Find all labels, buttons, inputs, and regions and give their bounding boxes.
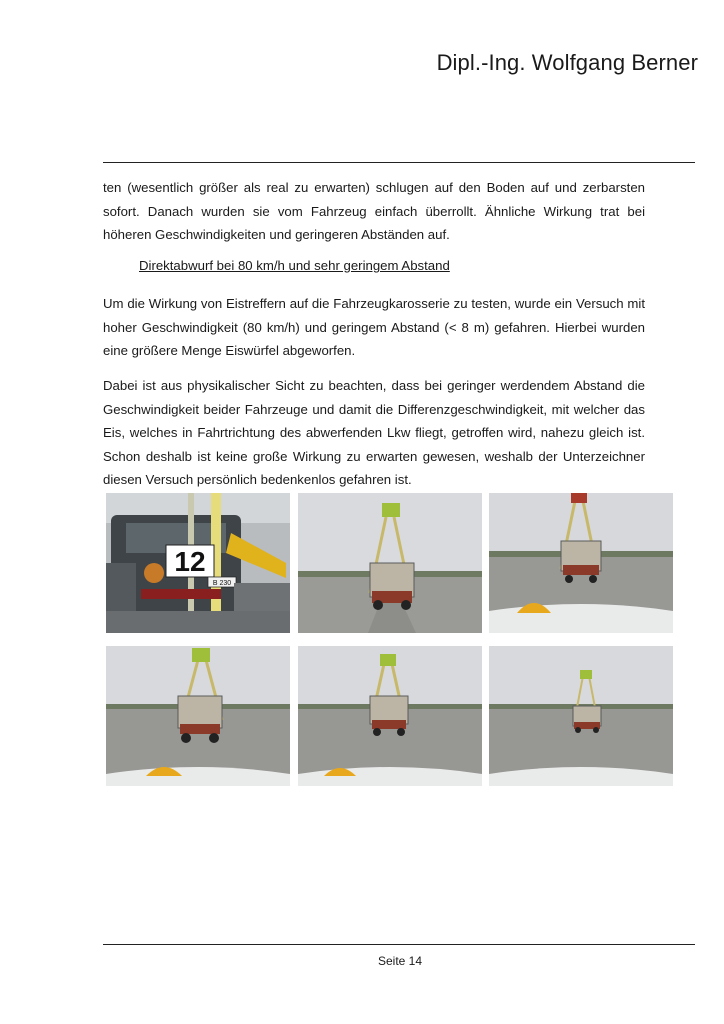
body-paragraph-3 <box>103 374 645 492</box>
section-subheading: Direktabwurf bei 80 km/h und sehr geringem Abstand <box>139 258 450 273</box>
header-rule <box>103 162 695 163</box>
photo-trailer-road-1 <box>298 493 482 633</box>
paragraph-text: ten (wesentlich größer als real zu erwarten) schlugen auf den Boden auf und zerbarsten sofort. Danach wurden sie vom Fahrzeug einfach überrollt. Ähnliche Wirkung trat bei höheren Geschwindigkeiten und geringeren Abständen auf. <box>103 180 645 243</box>
photo-trailer-road-5 <box>489 646 673 786</box>
paragraph-text: Dabei ist aus physikalischer Sicht zu beachten, dass bei geringer werdendem Abstand die Geschwindigkeit beider Fahrzeuge und damit die Differenzgeschwindigkeit, mit welcher das Eis, welches in Fahrtrichtung des abwerfenden Lkw fliegt, getroffen wird, nahezu gleich ist. Schon deshalb ist keine große Wirkung zu erwarten gewesen, weshalb der Unterzeichner diesen Versuch persönlich bedenkenlos gefahren ist. <box>103 378 645 488</box>
photo-trailer-road-2 <box>489 493 673 633</box>
page-footer <box>0 954 724 968</box>
author-header: Dipl.-Ing. Wolfgang Berner <box>436 50 698 75</box>
body-paragraph-2 <box>103 292 645 363</box>
body-paragraph-1 <box>103 176 645 247</box>
footer-rule <box>103 944 695 945</box>
photo-trailer-road-4 <box>298 646 482 786</box>
photo-trailer-road-3 <box>106 646 290 786</box>
sign-number: 12 <box>174 546 206 577</box>
page-number: Seite 14 <box>377 954 423 968</box>
paragraph-text: Um die Wirkung von Eistreffern auf die Fahrzeugkarosserie zu testen, wurde ein Versuch mit hoher Geschwindigkeit (80 km/h) und geringem Abstand (< 8 m) gefahren. Hierbei wurden eine größere Menge Eiswürfel abgeworfen. <box>103 296 645 359</box>
license-plate: B 230 <box>212 580 232 587</box>
photo-trailer-closeup <box>106 493 290 633</box>
